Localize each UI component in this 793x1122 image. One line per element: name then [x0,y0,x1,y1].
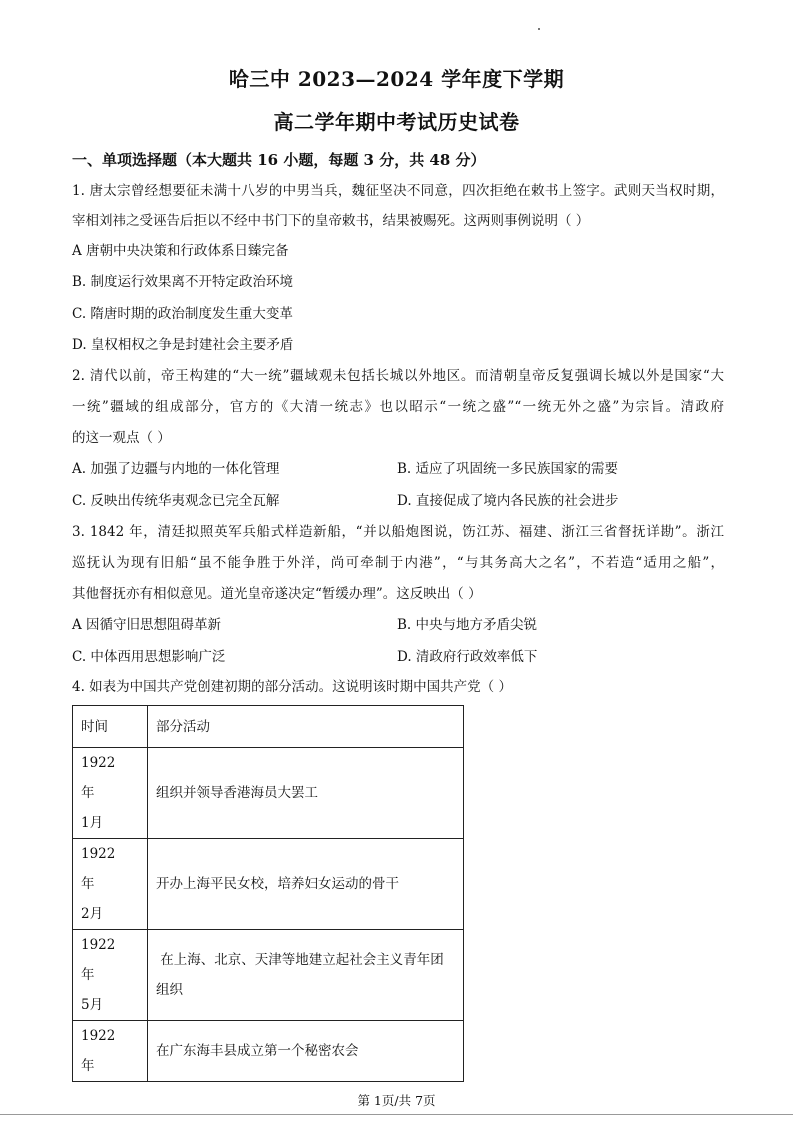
table-cell-activity: 组织并领导香港海员大罢工 [148,748,464,839]
table-cell-time: 1922 年 5月 [73,930,148,1021]
question-2-option-d: D. 直接促成了境内各民族的社会进步 [397,493,619,509]
question-3-option-b: B. 中央与地方矛盾尖锐 [397,617,538,633]
question-3-stem-line-3: 其他督抚亦有相似意见。道光皇帝遂决定“暂缓办理”。这反映出（ ） [72,586,482,602]
table-row [73,1021,464,1082]
question-3-option-d: D. 清政府行政效率低下 [397,649,538,665]
question-3-stem-line-2: 巡抚认为现有旧船“虽不能争胜于外洋，尚可牵制于内港”，“与其务高大之名”，不若造“适用之船”， [72,555,724,571]
question-2-option-c: C. 反映出传统华夷观念已完全瓦解 [72,493,280,509]
question-2-option-a: A. 加强了边疆与内地的一体化管理 [72,461,280,477]
question-1-option-d: D. 皇权相权之争是封建社会主要矛盾 [72,337,294,353]
question-1-stem-line-2: 宰相刘祎之受诬告后拒以不经中书门下的皇帝敕书，结果被赐死。这两则事例说明（ ） [72,213,590,229]
table-cell-activity: 在广东海丰县成立第一个秘密农会 [148,1021,464,1082]
section-heading: 一、单项选择题（本大题共 16 小题，每题 3 分，共 48 分） [72,151,486,169]
question-1-option-c: C. 隋唐时期的政治制度发生重大变革 [72,306,293,322]
table-cell-time: 1922 年 1月 [73,748,148,839]
exam-title-line-2: 高二学年期中考试历史试卷 [273,110,520,134]
question-1-option-b: B. 制度运行效果离不开特定政治环境 [72,274,294,290]
exam-title-line-1: 哈三中 2023—2024 学年度下学期 [228,67,565,91]
question-2-option-b: B. 适应了巩固统一多民族国家的需要 [397,461,619,477]
table-cell-time: 1922 年 [73,1021,148,1082]
question-3-stem-line-1: 3. 1842 年，清廷拟照英军兵船式样造新船，“并以船炮图说，饬江苏、福建、浙江三省督抚详勘”。浙江 [72,524,724,540]
question-1-stem-line-1: 1. 唐太宗曾经想要征未满十八岁的中男当兵，魏征坚决不同意，四次拒绝在敕书上签字。武则天当权时期， [72,183,724,199]
question-3-option-c: C. 中体西用思想影响广泛 [72,649,226,665]
table-header-time: 时间 [73,706,148,748]
table-cell-activity: 在上海、北京、天津等地建立起社会主义青年团 组织 [148,930,464,1021]
activities-table [72,705,464,1082]
table-row [73,930,464,1021]
table-cell-time: 1922 年 2月 [73,839,148,930]
table-row [73,748,464,839]
question-2-stem-line-2: 一统”疆域的组成部分，官方的《大清一统志》也以昭示“一统之盛”“一统无外之盛”为宗旨。清政府 [72,399,724,415]
table-header-row [73,706,464,748]
question-3-option-a: A 因循守旧思想阻碍革新 [72,617,222,633]
question-2-stem-line-3: 的这一观点（ ） [72,430,171,446]
table-row [73,839,464,930]
footer-divider [0,1114,793,1115]
table-cell-activity: 开办上海平民女校，培养妇女运动的骨干 [148,839,464,930]
question-4-stem-line-1: 4. 如表为中国共产党创建初期的部分活动。这说明该时期中国共产党（ ） [72,679,512,695]
question-2-stem-line-1: 2. 清代以前，帝王构建的“大一统”疆域观未包括长城以外地区。而清朝皇帝反复强调长城以外是国家“大 [72,368,724,384]
question-1-option-a: A 唐朝中央决策和行政体系日臻完备 [72,243,289,259]
page-number: 第 1页/共 7页 [357,1093,436,1108]
scan-speck [538,28,540,30]
table-header-activity: 部分活动 [148,706,464,748]
